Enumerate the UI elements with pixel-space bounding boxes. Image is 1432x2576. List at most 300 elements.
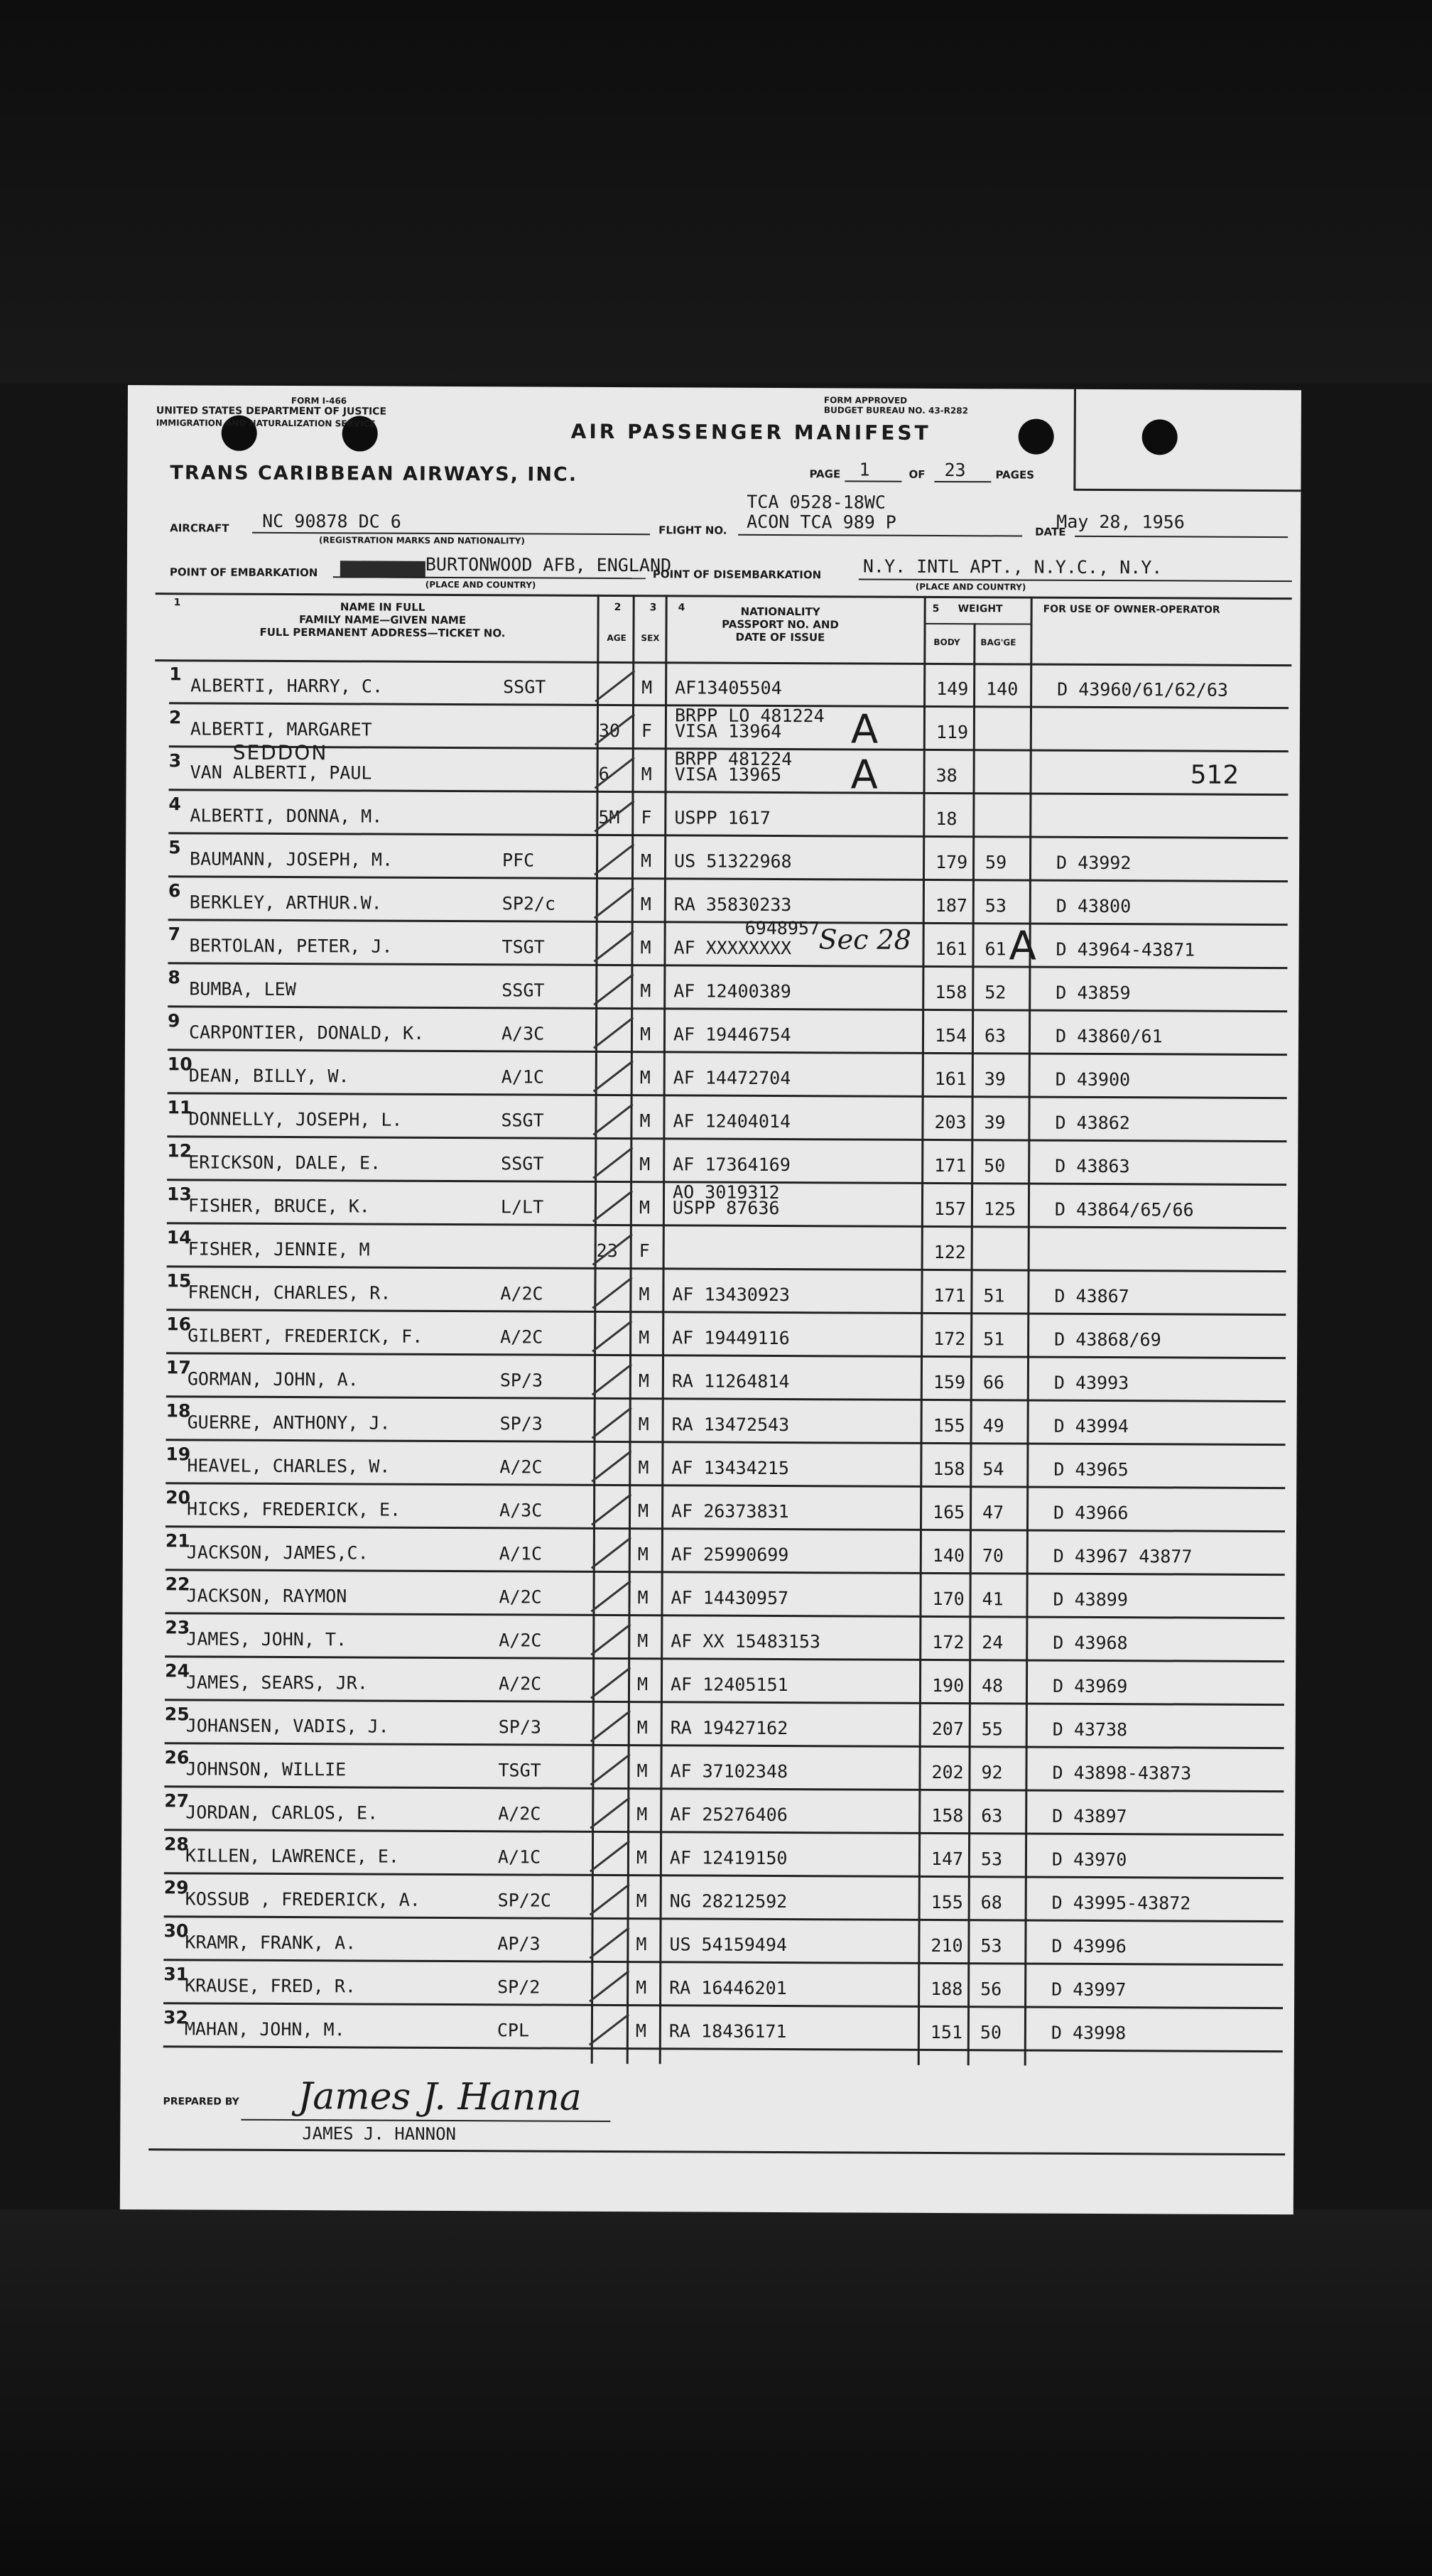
passenger-sex: M [638,1457,649,1478]
check-slash [589,2013,629,2045]
body-weight: 119 [935,721,969,743]
passenger-sex: M [636,1760,648,1782]
baggage-weight: 53 [980,1849,1003,1870]
passenger-name: MAHAN, JOHN, M. [184,2018,345,2040]
passport-number: AF 17364169 [673,1154,791,1176]
body-weight: 18 [935,808,958,830]
passenger-rank: A/1C [501,1066,545,1088]
baggage-weight: 59 [985,852,1007,873]
passenger-name: CARPONTIER, DONALD, K. [188,1022,425,1044]
passenger-name: DEAN, BILLY, W. [188,1065,349,1087]
baggage-weight: 92 [981,1762,1003,1783]
passenger-name: GUERRE, ANTHONY, J. [187,1412,391,1434]
row-number: 24 [165,1660,190,1682]
body-weight: 159 [933,1371,966,1393]
passport-number: AF 25276406 [670,1804,788,1826]
row-number: 12 [167,1140,192,1162]
col3-header: SEX [641,633,660,644]
row-number: 32 [163,2007,188,2028]
table-row [164,1831,1284,1879]
passenger-sex: M [640,980,651,1002]
ticket-number: D 43996 [1051,1935,1127,1957]
col4-header-line3: DATE OF ISSUE [735,630,825,644]
passenger-name: VAN ALBERTI, PAUL [190,762,372,784]
passport-number: AF 12404014 [673,1110,791,1132]
passenger-rank: A/2C [498,1803,541,1824]
body-weight: 172 [933,1328,966,1350]
check-slash [592,1407,632,1439]
underline [738,534,1022,537]
passport-number: RA 11264814 [671,1370,790,1392]
embark-label: POINT OF EMBARKATION [169,565,318,580]
passenger-name: ALBERTI, DONNA, M. [190,805,383,827]
baggage-weight: 66 [982,1372,1005,1393]
table-row [168,921,1287,969]
passenger-sex: M [641,850,652,872]
check-slash [590,1710,631,1742]
passenger-name: ALBERTI, HARRY, C. [190,675,384,697]
passport-number: US 51322968 [674,850,792,872]
table-row [166,1354,1286,1402]
row-number: 18 [166,1400,191,1422]
aircraft-label: AIRCRAFT [170,521,229,535]
row-number: 14 [166,1227,192,1248]
table-row [164,1744,1284,1792]
row-number: 17 [166,1357,191,1378]
row-number: 30 [163,1920,189,1942]
passport-number: AF 19446754 [673,1024,791,1046]
ticket-number: D 43995-43872 [1051,1892,1191,1914]
punch-hole [1019,418,1054,454]
baggage-weight: 56 [980,1979,1002,2000]
table-row [168,877,1288,926]
row-number: 25 [164,1704,190,1725]
baggage-weight: 24 [982,1632,1004,1653]
passenger-sex: M [636,1890,647,1912]
body-weight: 158 [931,1804,964,1827]
ticket-number: D 43863 [1055,1155,1130,1177]
check-slash [592,1103,633,1135]
table-row [169,661,1289,709]
passenger-rank: A/2C [500,1283,543,1304]
passenger-sex: M [639,1154,651,1175]
passport-number: AF 19449116 [672,1327,790,1349]
table-row [167,1224,1286,1272]
passport-number: VISA 13964 [674,720,782,742]
passenger-sex: M [635,2020,647,2042]
baggage-weight: 55 [981,1719,1003,1740]
passenger-name: KRAMR, FRANK, A. [185,1932,357,1954]
passenger-sex: M [639,1327,650,1348]
row-number: 22 [165,1574,190,1595]
underline [934,481,991,482]
body-weight: 165 [933,1501,965,1523]
body-weight: 210 [931,1934,963,1957]
row-number: 1 [169,664,182,685]
col1-header [233,600,531,640]
passenger-rank: A/2C [498,1673,542,1694]
passport-number: VISA 13965 [674,764,782,786]
passenger-sex: M [636,1674,649,1695]
passenger-rank: SP/2C [497,1890,552,1911]
col6-header: FOR USE OF OWNER-OPERATOR [1043,603,1220,616]
ticket-number: D 43967 43877 [1053,1545,1193,1567]
embark-sub: (PLACE AND COUNTRY) [425,579,536,590]
date-value: May 28, 1956 [1056,511,1185,533]
underline [252,532,650,535]
passenger-sex: M [640,894,651,915]
table-row [163,2004,1283,2052]
baggage-weight: 125 [983,1198,1016,1220]
body-weight: 171 [934,1154,967,1176]
budget-bureau: BUDGET BUREAU NO. 43-R282 [823,405,969,416]
ticket-number: D 43970 [1051,1849,1127,1871]
check-slash [592,1190,633,1222]
check-slash [592,1147,633,1179]
check-slash [593,973,634,1005]
passenger-name: HICKS, FREDERICK, E. [187,1498,401,1520]
disembark-sub: (PLACE AND COUNTRY) [915,581,1026,592]
ticket-number: D 43897 [1052,1805,1127,1827]
body-weight: 154 [934,1024,967,1046]
ticket-number: D 43898-43873 [1052,1762,1192,1784]
passport-number: AF 12400389 [673,980,791,1002]
passenger-rank: A/2C [499,1456,543,1478]
table-row [167,1094,1286,1142]
passport-number: RA 35830233 [673,894,792,916]
passport-number: AF 37102348 [670,1760,788,1782]
body-weight: 122 [933,1241,966,1263]
body-weight: 151 [930,2021,963,2043]
row-number: 8 [168,967,180,988]
ticket-number: D 43994 [1053,1415,1129,1437]
row-number: 29 [163,1877,189,1898]
passenger-rank: A/2C [499,1586,542,1608]
row-number: 16 [166,1314,192,1335]
passenger-age: 30 [598,720,621,742]
date-label: DATE [1035,525,1066,539]
body-weight: 155 [931,1891,963,1913]
ticket-number: D 43899 [1053,1589,1128,1611]
body-weight: 158 [933,1458,965,1480]
header-divider [1073,489,1301,492]
ticket-number: D 43968 [1053,1632,1128,1654]
page-total: 23 [944,460,966,481]
baggage-weight: 41 [982,1589,1004,1610]
row-number: 11 [167,1097,192,1118]
passenger-name: HEAVEL, CHARLES, W. [187,1455,391,1477]
passport-number: USPP 1617 [674,807,771,828]
passenger-sex: F [641,807,652,828]
passenger-name: KRAUSE, FRED, R. [185,1975,357,1997]
ticket-number: D 43859 [1056,982,1131,1004]
table-row [166,1527,1285,1576]
passport-number: AF XXXXXXXX [673,937,792,959]
manifest-title: AIR PASSENGER MANIFEST [570,419,931,445]
punch-hole [1142,419,1178,455]
check-slash [590,1667,631,1699]
table-row [167,1137,1286,1186]
passenger-rank: CPL [497,2020,530,2041]
passenger-sex: M [640,937,651,958]
table-row [167,1181,1286,1229]
body-weight: 161 [934,1068,967,1090]
col5-header: WEIGHT [958,603,1003,615]
passport-number: AF 25990699 [671,1544,789,1566]
body-weight: 203 [934,1111,967,1133]
passenger-rank: A/3C [501,1023,545,1044]
passenger-rank: A/2C [500,1326,543,1348]
col4-header-line1: NATIONALITY [740,605,820,619]
ticket-number: D 43969 [1052,1675,1128,1697]
handwritten-date-note: Sec 28 [818,924,911,956]
ticket-number: D 43867 [1054,1285,1129,1307]
passport-number-line2: BRPP 481224 [674,748,793,770]
baggage-weight: 68 [980,1892,1002,1913]
passenger-name: JACKSON, JAMES,C. [186,1542,369,1564]
baggage-weight: 50 [984,1155,1006,1176]
passenger-name: FRENCH, CHARLES, R. [188,1282,391,1304]
department: UNITED STATES DEPARTMENT OF JUSTICE [156,405,387,418]
col1-header-line1: NAME IN FULL [340,600,425,614]
baggage-weight: 49 [982,1415,1004,1436]
ticket-number: D 43966 [1053,1502,1129,1524]
check-slash [589,1927,629,1959]
col5-bag-header: BAG'GE [980,637,1016,648]
table-row [165,1701,1284,1749]
table-row [165,1614,1284,1662]
page-number: 1 [859,459,870,480]
prepared-by-label: PREPARED BY [163,2096,239,2108]
passenger-name: BAUMANN, JOSEPH, M. [190,848,394,870]
row-number: 15 [166,1270,192,1292]
passenger-sex: M [637,1587,649,1608]
table-row [168,1051,1287,1099]
baggage-weight: 53 [984,895,1007,916]
alt-passport-number: 6948957 [744,917,820,939]
col5-body-header: BODY [933,637,960,648]
table-row [163,1961,1283,2009]
aircraft-sub: (REGISTRATION MARKS AND NATIONALITY) [319,535,525,546]
body-weight: 170 [932,1588,965,1610]
baggage-weight: 54 [982,1459,1004,1480]
underline [241,2119,610,2122]
row-number: 20 [166,1487,191,1508]
check-slash [591,1580,631,1612]
underline [845,480,901,482]
passenger-name: KOSSUB , FREDERICK, A. [185,1888,421,1910]
ticket-number: D 43860/61 [1055,1025,1163,1047]
passenger-rank: TSGT [501,936,545,958]
passenger-sex: F [639,1240,650,1262]
table-row [168,964,1287,1012]
table-row [168,791,1288,839]
passenger-sex: M [636,1934,647,1955]
table-row [164,1874,1284,1922]
passenger-name: JOHANSEN, VADIS, J. [185,1715,389,1737]
body-weight: 179 [935,851,968,873]
aircraft-value: NC 90878 DC 6 [262,510,401,532]
passport-number: NG 28212592 [669,1890,788,1912]
handwritten-seddon: SEDDON [232,740,328,765]
passenger-rank: SSGT [501,1153,544,1174]
underline [333,576,646,579]
col1-header-line3: FULL PERMANENT ADDRESS—TICKET NO. [259,625,506,640]
passenger-rank: A/2C [499,1630,542,1651]
body-weight: 161 [935,938,967,960]
col3-number: 3 [649,602,657,614]
baggage-weight: 70 [982,1545,1004,1566]
ticket-number: D 43993 [1053,1372,1129,1394]
ticket-number: D 43965 [1053,1459,1129,1481]
col4-header-line2: PASSPORT NO. AND [722,617,839,632]
col1-number: 1 [173,597,181,609]
airline-name: TRANS CARIBBEAN AIRWAYS, INC. [170,462,578,486]
check-slash [592,1320,632,1352]
passenger-rank: A/1C [497,1846,541,1868]
embark-value: BURTONWOOD AFB, ENGLAND [425,553,672,576]
passport-number: AF XX 15483153 [671,1630,821,1652]
passenger-sex: M [641,677,653,698]
passenger-sex: F [641,720,653,742]
baggage-weight: 61 [984,938,1007,960]
baggage-weight: 63 [981,1805,1003,1827]
ticket-number: D 43992 [1056,852,1132,874]
ticket-number: D 43964-43871 [1056,938,1195,960]
flight-line1: TCA 0528-18WC [747,491,886,513]
passenger-rank: SP/2 [497,1976,541,1998]
check-slash [590,1753,630,1785]
passenger-sex: M [636,1977,647,1998]
row-number: 7 [168,924,181,945]
passenger-name: JOHNSON, WILLIE [185,1758,347,1780]
check-slash [591,1493,631,1525]
check-slash [593,1017,634,1049]
preparer-name: JAMES J. HANNON [302,2123,457,2145]
row-number: 9 [168,1010,180,1032]
baggage-weight: 47 [982,1502,1004,1523]
strikeout-mark [340,561,425,578]
table-row [166,1397,1286,1446]
body-weight: 147 [931,1848,964,1870]
passport-number-line2: BRPP LO 481224 [674,705,825,727]
passenger-sex: M [638,1414,649,1435]
row-number: 19 [166,1444,191,1465]
handwritten-a: A [850,706,879,753]
passport-number: AF 12419150 [669,1847,788,1869]
flight-line2: ACON TCA 989 P [747,511,896,533]
body-weight: 172 [932,1631,965,1653]
baggage-weight: 50 [980,2022,1002,2043]
passenger-sex: M [639,1067,651,1088]
table-row [169,704,1289,752]
row-number: 13 [166,1184,192,1205]
table-row [168,834,1288,882]
passport-number: US 54159494 [669,1934,788,1956]
ticket-number: D 43997 [1051,1979,1127,2001]
passenger-name: FISHER, JENNIE, M [188,1238,370,1260]
passenger-sex: M [639,1197,651,1218]
body-weight: 188 [931,1978,963,2000]
row-number: 6 [168,880,181,902]
table-row [166,1267,1286,1316]
passenger-sex: M [638,1500,649,1522]
row-number: 31 [163,1964,189,1985]
passport-number: AF 13434215 [671,1457,789,1479]
passenger-sex: M [637,1544,649,1565]
check-slash [590,1840,630,1872]
passport-number: USPP 87636 [672,1197,780,1219]
passenger-name: JORDAN, CARLOS, E. [185,1802,379,1824]
passenger-rank: A/1C [499,1543,543,1564]
table-row [166,1311,1286,1359]
body-weight: 202 [931,1761,964,1783]
row-number: 26 [164,1747,190,1768]
body-weight: 190 [931,1674,965,1696]
passenger-rank: SSGT [503,676,546,698]
passport-number: RA 13472543 [671,1414,790,1436]
footer-rule [148,2148,1285,2155]
body-weight: 157 [933,1198,967,1220]
body-weight: 207 [931,1718,964,1740]
signature: James J. Hanna [298,2075,582,2119]
passenger-rank: SP2/c [501,893,556,914]
table-row [164,1787,1284,1836]
check-slash [594,887,634,919]
check-slash [593,1060,634,1092]
passenger-name: BERTOLAN, PETER, J. [189,935,393,957]
table-row [163,1917,1283,1966]
table-row [168,1007,1287,1056]
baggage-weight: 53 [980,1935,1002,1957]
row-number: 28 [163,1834,189,1855]
passenger-rank: SSGT [501,1110,544,1131]
body-weight: 171 [933,1284,966,1306]
body-weight: 38 [935,764,958,786]
passenger-rank: SP/3 [499,1370,543,1391]
form-approved: FORM APPROVED [823,395,908,406]
baggage-weight: 39 [984,1112,1006,1133]
passenger-rank: SP/3 [499,1413,543,1434]
film-border-bottom [0,2209,1432,2576]
passport-number: AF 12405151 [670,1674,788,1696]
passenger-name: JAMES, SEARS, JR. [185,1672,368,1694]
baggage-weight: 39 [984,1068,1006,1090]
passport-number: RA 16446201 [669,1977,787,1999]
passenger-rank: AP/3 [497,1933,541,1954]
body-weight: 155 [933,1414,965,1436]
film-border-top [0,0,1432,384]
row-number: 10 [167,1054,192,1075]
check-slash [589,1970,629,2002]
body-weight: 187 [935,894,968,916]
body-weight: 158 [935,981,967,1003]
check-slash [595,670,635,702]
row-number: 5 [168,837,181,858]
check-slash [592,1277,632,1309]
passport-number: AF 26373831 [671,1500,789,1522]
passenger-name: ERICKSON, DALE, E. [188,1152,381,1174]
passport-number: AF 13430923 [672,1284,791,1306]
header-rule [926,623,1032,625]
check-slash [590,1883,630,1915]
check-slash [591,1537,631,1569]
passenger-sex: M [639,1284,650,1305]
passenger-sex: M [638,1370,650,1392]
passenger-name: JACKSON, RAYMON [186,1585,347,1607]
passenger-sex: M [637,1630,649,1652]
col1-header-line2: FAMILY NAME—GIVEN NAME [298,613,467,627]
